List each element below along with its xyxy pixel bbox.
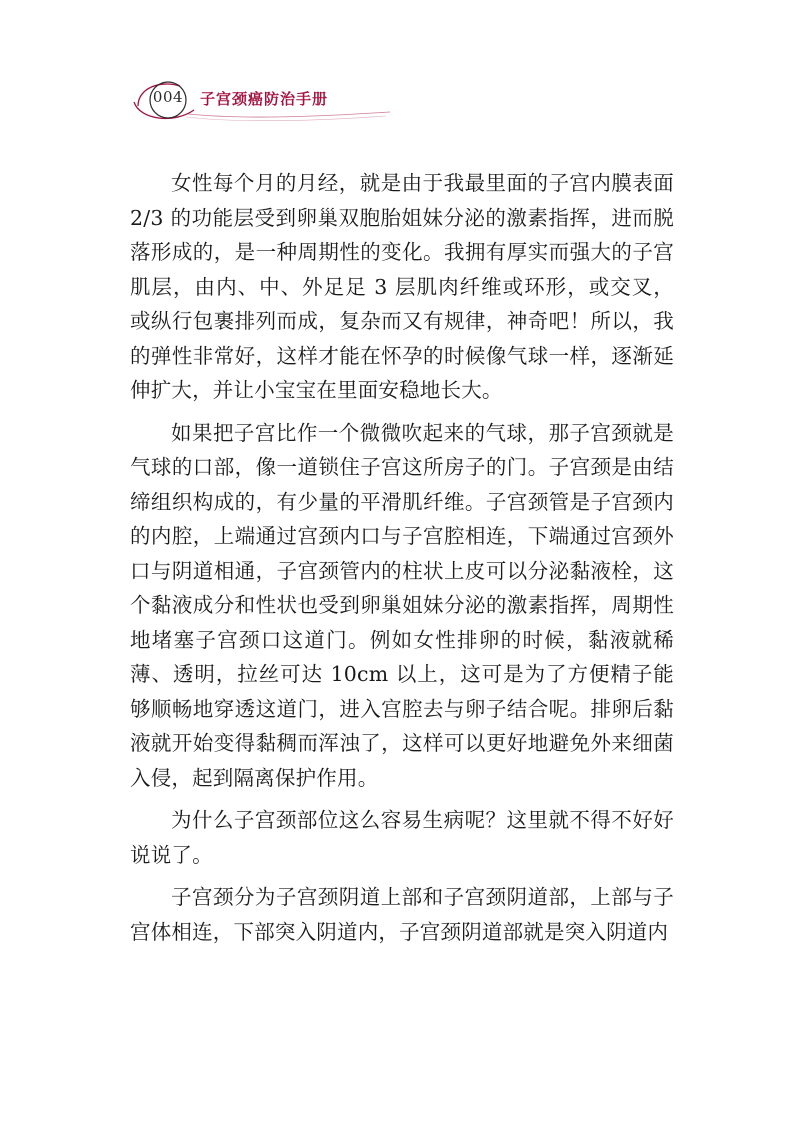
- paragraph: 子宫颈分为子宫颈阴道上部和子宫颈阴道部，上部与子宫体相连，下部突入阴道内，子宫颈阴道部就是突入阴道内: [130, 885, 674, 944]
- paragraph: 女性每个月的月经，就是由于我最里面的子宫内膜表面2/3 的功能层受到卵巢双胞胎姐妹分泌的激素指挥，进而脱落形成的，是一种周期性的变化。我拥有厚实而强大的子宫肌层，由内、中、外足足 3 层肌肉纤维或环形，或交叉，或纵行包裹排列而成，复杂而又有规律，神奇吧！所以，我的弹性非常好，这样才能在怀孕的时候像气球一样，逐渐延伸扩大，并让小宝宝在里面安稳地长大。: [130, 171, 674, 402]
- paragraph: 如果把子宫比作一个微微吹起来的气球，那子宫颈就是气球的口部，像一道锁住子宫这所房子的门。子宫颈是由结缔组织构成的，有少量的平滑肌纤维。子宫颈管是子宫颈内的内腔，上端通过宫颈内口与子宫腔相连，下端通过宫颈外口与阴道相通，子宫颈管内的柱状上皮可以分泌黏液栓，这个黏液成分和性状也受到卵巢姐妹分泌的激素指挥，周期性地堵塞子宫颈口这道门。例如女性排卵的时候，黏液就稀薄、透明，拉丝可达 10cm 以上，这可是为了方便精子能够顺畅地穿透这道门，进入宫腔去与卵子结合呢。排卵后黏液就开始变得黏稠而浑浊了，这样可以更好地避免外来细菌入侵，起到隔离保护作用。: [130, 420, 674, 790]
- paragraph: 为什么子宫颈部位这么容易生病呢？这里就不得不好好说说了。: [130, 808, 674, 867]
- book-title: 子宫颈癌防治手册: [200, 90, 329, 108]
- body-text: [130, 166, 674, 957]
- page-header: [128, 76, 408, 126]
- page-number: 004: [152, 88, 184, 106]
